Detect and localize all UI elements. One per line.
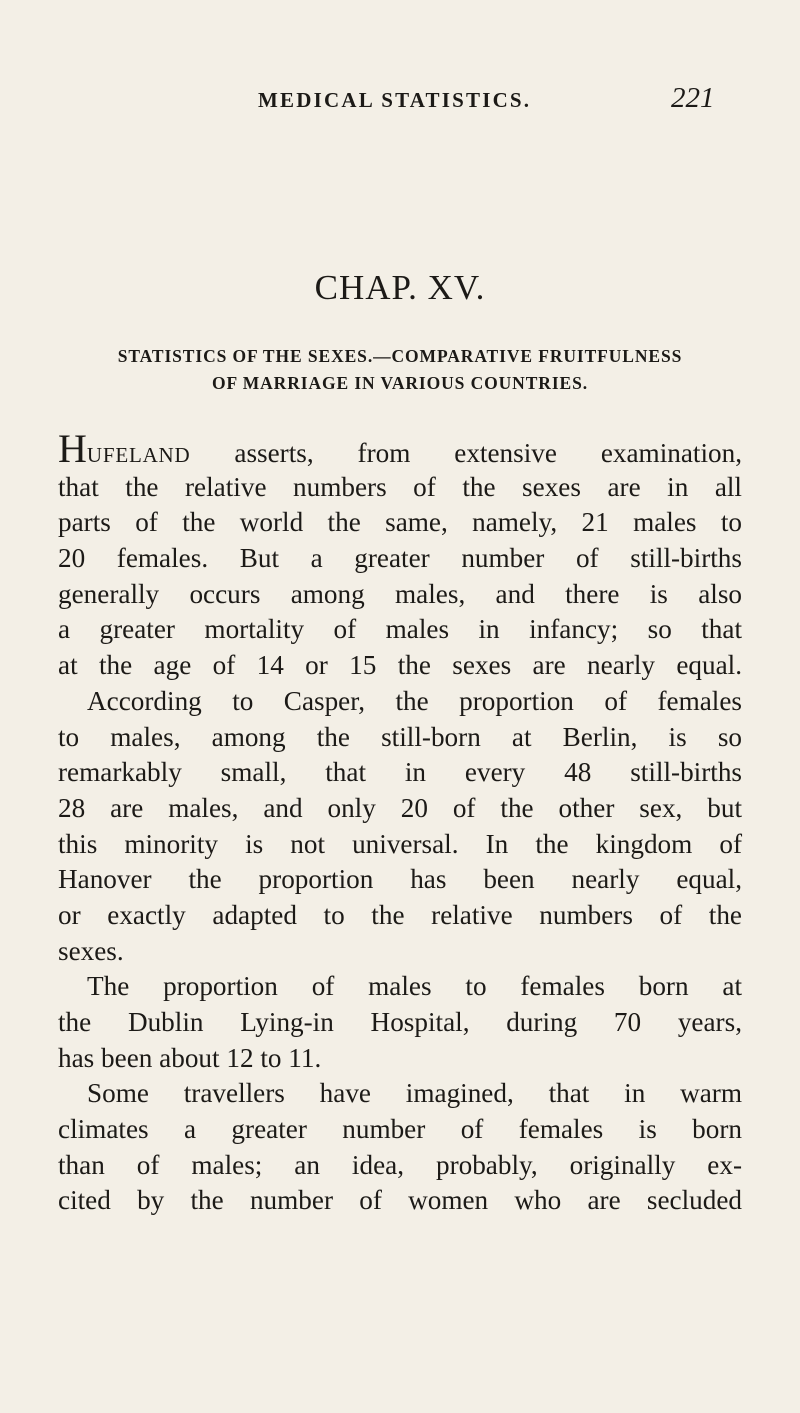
running-head: MEDICAL STATISTICS. [258, 88, 532, 112]
subtitle-line: STATISTICS OF THE SEXES.—COMPARATIVE FRUITFULNESS [117, 346, 683, 366]
text-line: this minority is not universal. In the kingdom of [58, 828, 742, 859]
body-text [58, 426, 742, 1219]
text-line: 20 females. But a greater number of still-births [58, 543, 742, 574]
text-line: parts of the world the same, namely, 21 males to [58, 507, 742, 538]
text-line: The proportion of males to females born at [87, 971, 742, 1002]
page-number: 221 [671, 82, 715, 114]
line-text: asserts, from extensive examination, [190, 438, 742, 468]
text-line: has been about 12 to 11. [58, 1042, 322, 1073]
text-line: than of males; an idea, probably, originally ex- [58, 1149, 742, 1180]
text-line: generally occurs among males, and there is also [58, 578, 742, 609]
chapter-subtitle [58, 343, 742, 397]
text-line: According to Casper, the proportion of females [87, 685, 742, 716]
text-line: Hanover the proportion has been nearly equal, [58, 864, 742, 895]
text-line: remarkably small, that in every 48 still-births [58, 757, 742, 788]
text-line: Some travellers have imagined, that in warm [87, 1078, 742, 1109]
text-line: at the age of 14 or 15 the sexes are nearly equal. [58, 650, 742, 681]
text-line: or exactly adapted to the relative numbers of the [58, 899, 742, 930]
text-line: sexes. [58, 935, 124, 966]
text-line: that the relative numbers of the sexes are in all [58, 471, 742, 502]
text-line [58, 426, 742, 471]
drop-cap: H [58, 426, 87, 471]
text-line: 28 are males, and only 20 of the other sex, but [58, 792, 742, 823]
subtitle-line: OF MARRIAGE IN VARIOUS COUNTRIES. [211, 373, 589, 393]
text-line: the Dublin Lying-in Hospital, during 70 years, [58, 1007, 742, 1037]
text-line: cited by the number of women who are secluded [58, 1185, 742, 1216]
small-caps-word: UFELAND [86, 443, 191, 467]
text-line: a greater mortality of males in infancy; so that [58, 614, 742, 645]
text-line: climates a greater number of females is born [58, 1114, 742, 1145]
chapter-title: CHAP. XV. [314, 268, 486, 307]
text-line: to males, among the still-born at Berlin, is so [58, 721, 742, 752]
